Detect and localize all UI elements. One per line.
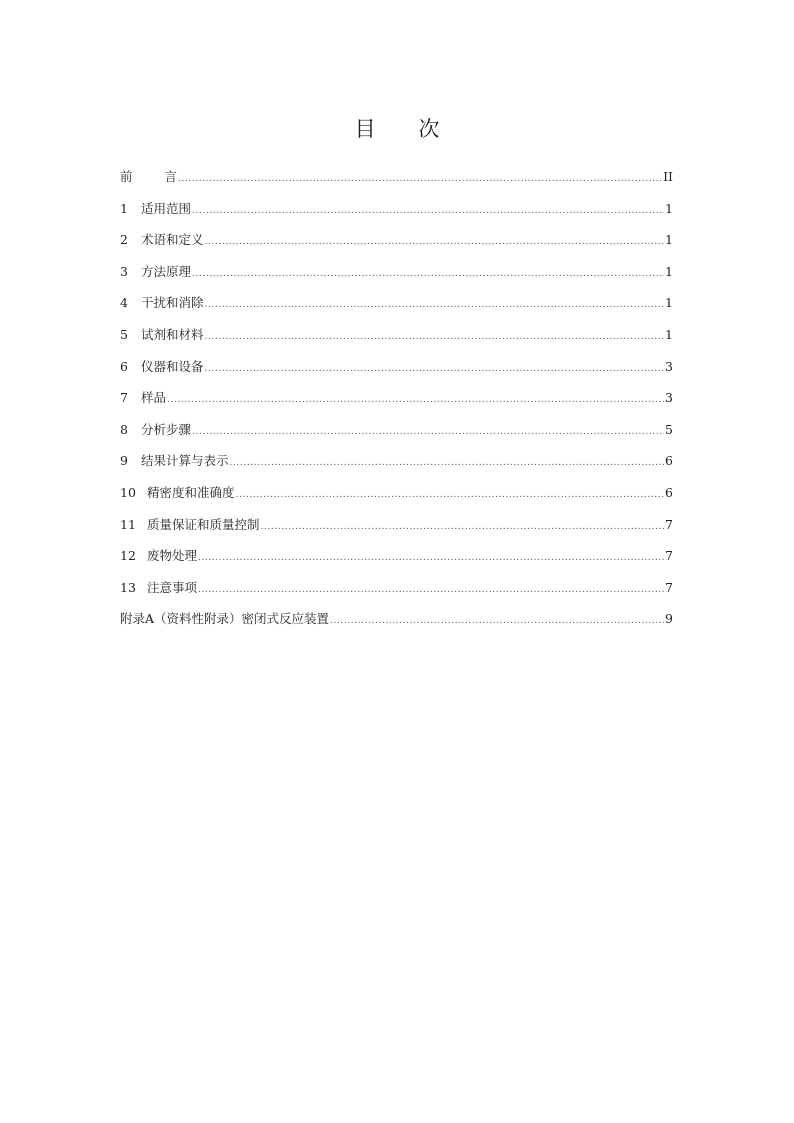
toc-entry-number: 12: [120, 548, 136, 564]
toc-entry-label: 附录A（资料性附录）密闭式反应装置: [120, 611, 330, 627]
toc-entry-interference[interactable]: [120, 287, 673, 319]
toc-entry-page: 1: [665, 263, 673, 279]
toc-dot-leader: [198, 543, 664, 575]
toc-entry-label: 仪器和设备: [141, 358, 204, 374]
toc-entry-page: 1: [665, 232, 673, 248]
toc-entry-label: 质量保证和质量控制: [147, 516, 260, 532]
toc-entry-quality-control[interactable]: [120, 509, 673, 541]
toc-entry-page: 3: [665, 390, 673, 406]
toc-entry-number: 1: [120, 200, 128, 216]
toc-entry-number: 7: [120, 390, 128, 406]
toc-dot-leader: [236, 480, 665, 512]
toc-entry-label: 方法原理: [141, 263, 192, 279]
toc-entry-number: 9: [120, 453, 128, 469]
toc-entry-number: 2: [120, 232, 128, 248]
toc-dot-leader: [230, 448, 665, 480]
toc-entry-page: 7: [665, 516, 673, 532]
toc-dot-leader: [192, 196, 664, 228]
toc-entry-precision[interactable]: [120, 477, 673, 509]
toc-entry-page: 1: [665, 295, 673, 311]
toc-entry-number: 13: [120, 579, 136, 595]
toc-dot-leader: [192, 259, 664, 291]
toc-entry-samples[interactable]: [120, 382, 673, 414]
toc-dot-leader: [330, 606, 664, 638]
toc-entry-apparatus[interactable]: [120, 351, 673, 383]
toc-entry-number: 4: [120, 295, 128, 311]
toc-entry-label: 前 言: [120, 169, 191, 184]
toc-dot-leader: [192, 417, 664, 449]
toc-dot-leader: [167, 385, 664, 417]
toc-dot-leader: [205, 290, 665, 322]
toc-entry-principle[interactable]: [120, 256, 673, 288]
page-title: 目 次: [354, 117, 458, 141]
toc-dot-leader: [178, 164, 662, 196]
toc-entry-number: 8: [120, 421, 128, 437]
toc-entry-page: 7: [665, 548, 673, 564]
toc-entry-foreword[interactable]: [120, 161, 673, 193]
toc-entry-label: 干扰和消除: [141, 295, 204, 311]
toc-entry-number: 10: [120, 484, 136, 500]
toc-entry-waste[interactable]: [120, 540, 673, 572]
toc-entry-label: 注意事项: [147, 579, 198, 595]
toc-dot-leader: [198, 575, 664, 607]
toc-entry-label: 结果计算与表示: [141, 453, 229, 469]
toc-entry-label: 样品: [141, 390, 167, 406]
toc-dot-leader: [205, 322, 665, 354]
toc-entry-label: 分析步骤: [141, 421, 192, 437]
toc-entry-page: 6: [665, 484, 673, 500]
toc-entry-page: 9: [665, 611, 673, 627]
toc-entry-page: 5: [665, 421, 673, 437]
toc-entry-number: 11: [120, 516, 136, 532]
toc-entry-label: 术语和定义: [141, 232, 204, 248]
toc-entry-page: 7: [665, 579, 673, 595]
toc-entry-page: 6: [665, 453, 673, 469]
toc-entry-page: 1: [665, 200, 673, 216]
toc-entry-label: 适用范围: [141, 200, 192, 216]
toc-entry-terms[interactable]: [120, 224, 673, 256]
toc-entry-page: II: [663, 169, 673, 184]
toc-entry-number: 3: [120, 263, 128, 279]
toc-entry-number: 5: [120, 326, 128, 342]
toc-dot-leader: [261, 512, 665, 544]
toc-entry-label: 精密度和准确度: [147, 484, 235, 500]
toc-entry-label: 试剂和材料: [141, 326, 204, 342]
toc-entry-page: 3: [665, 358, 673, 374]
toc-entry-label: 废物处理: [147, 548, 198, 564]
toc-entry-page: 1: [665, 326, 673, 342]
toc-entry-reagents[interactable]: [120, 319, 673, 351]
toc-entry-notes[interactable]: [120, 572, 673, 604]
table-of-contents: [120, 161, 673, 635]
toc-entry-scope[interactable]: [120, 193, 673, 225]
toc-entry-appendix-a[interactable]: [120, 603, 673, 635]
toc-entry-results[interactable]: [120, 445, 673, 477]
toc-dot-leader: [205, 227, 665, 259]
toc-entry-number: 6: [120, 358, 128, 374]
toc-dot-leader: [205, 354, 665, 386]
toc-entry-procedure[interactable]: [120, 414, 673, 446]
